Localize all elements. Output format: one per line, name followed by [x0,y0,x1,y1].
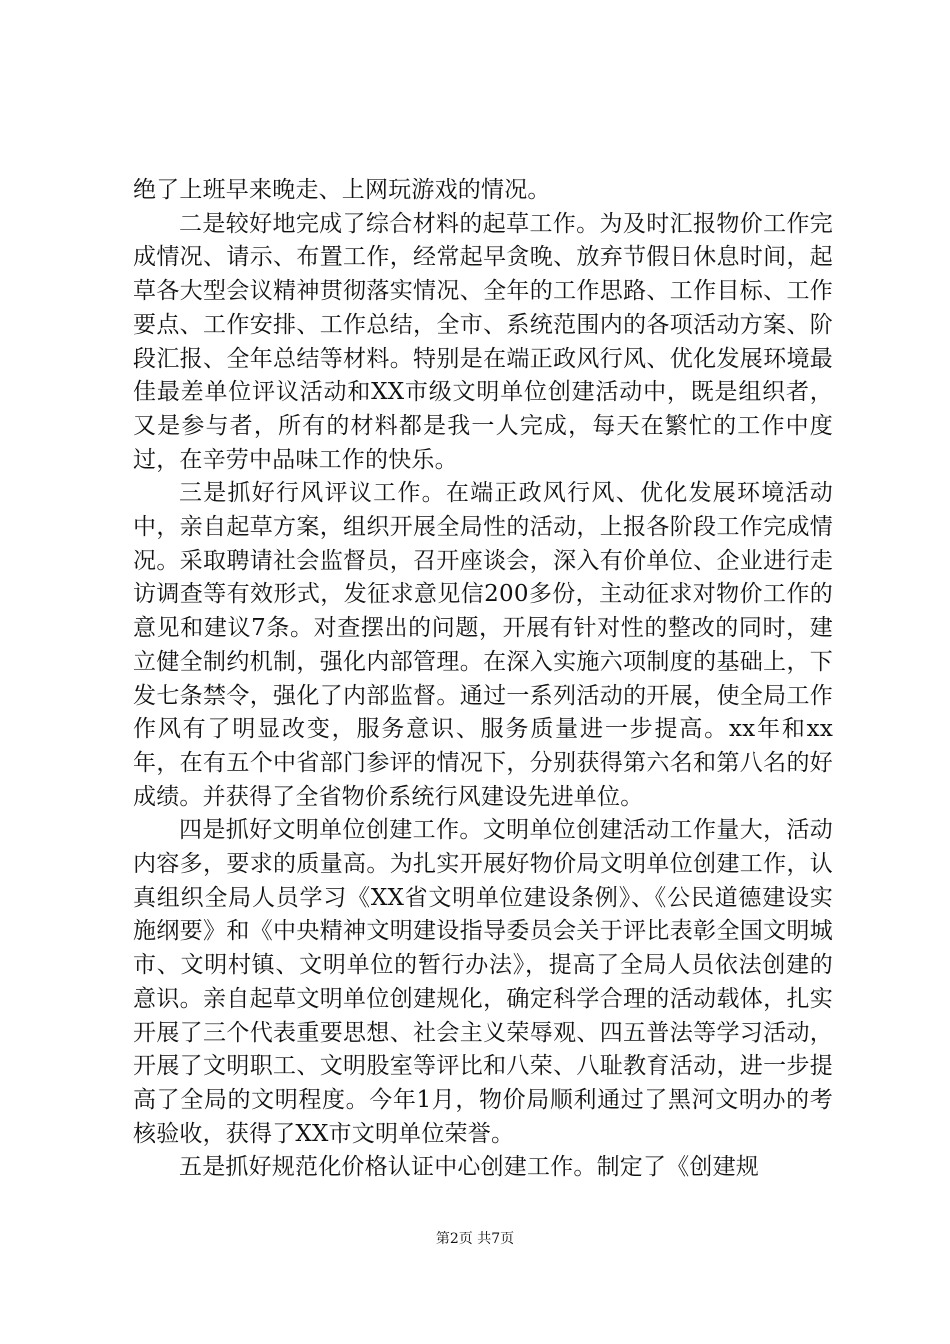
paragraph-1: 绝了上班早来晚走、上网玩游戏的情况。 [133,177,551,203]
page-footer [0,1228,950,1248]
paragraph-4: 四是抓好文明单位创建工作。文明单位创建活动工作量大，活动内容多，要求的质量高。为扎实开展好物价局文明单位创建工作，认真组织全局人员学习《XX省文明单位建设条例》、《公民道德建设实施纲要》和《中央精神文明建设指导委员会关于评比表彰全国文明城市、文明村镇、文明单位的暂行办法》，提高了全局人员依法创建的意识。亲自起草文明单位创建规化，确定科学合理的活动载体，扎实开展了三个代表重要思想、社会主义荣辱观、四五普法等学习活动，开展了文明职工、文明股室等评比和八荣、八耻教育活动，进一步提高了全局的文明程度。今年1月，物价局顺利通过了黑河文明办的考核验收，获得了XX市文明单位荣誉。 [133,817,833,1147]
paragraph-3: 三是抓好行风评议工作。在端正政风行风、优化发展环境活动中，亲自起草方案，组织开展全局性的活动，上报各阶段工作完成情况。采取聘请社会监督员，召开座谈会，深入有价单位、企业进行走访调查等有效形式，发征求意见信200多份，主动征求对物价工作的意见和建议7条。对查摆出的问题，开展有针对性的整改的同时，建立健全制约机制，强化内部管理。在深入实施六项制度的基础上，下发七条禁令，强化了内部监督。通过一系列活动的开展，使全局工作作风有了明显改变，服务意识、服务质量进一步提高。xx年和xx年，在有五个中省部门参评的情况下，分别获得第六名和第八名的好成绩。并获得了全省物价系统行风建设先进单位。 [133,480,833,810]
document-body [133,174,833,1185]
paragraph-5: 五是抓好规范化价格认证中心创建工作。制定了《创建规 [179,1154,759,1181]
paragraph-2: 二是较好地完成了综合材料的起草工作。为及时汇报物价工作完成情况、请示、布置工作，经常起早贪晚、放弃节假日休息时间，起草各大型会议精神贯彻落实情况、全年的工作思路、工作目标、工作要点、工作安排、工作总结，全市、系统范围内的各项活动方案、阶段汇报、全年总结等材料。特别是在端正政风行风、优化发展环境最佳最差单位评议活动和XX市级文明单位创建活动中，既是组织者，又是参与者，所有的材料都是我一人完成，每天在繁忙的工作中度过，在辛劳中品味工作的快乐。 [133,210,833,473]
page-number: 第2页 共7页 [435,1231,515,1247]
